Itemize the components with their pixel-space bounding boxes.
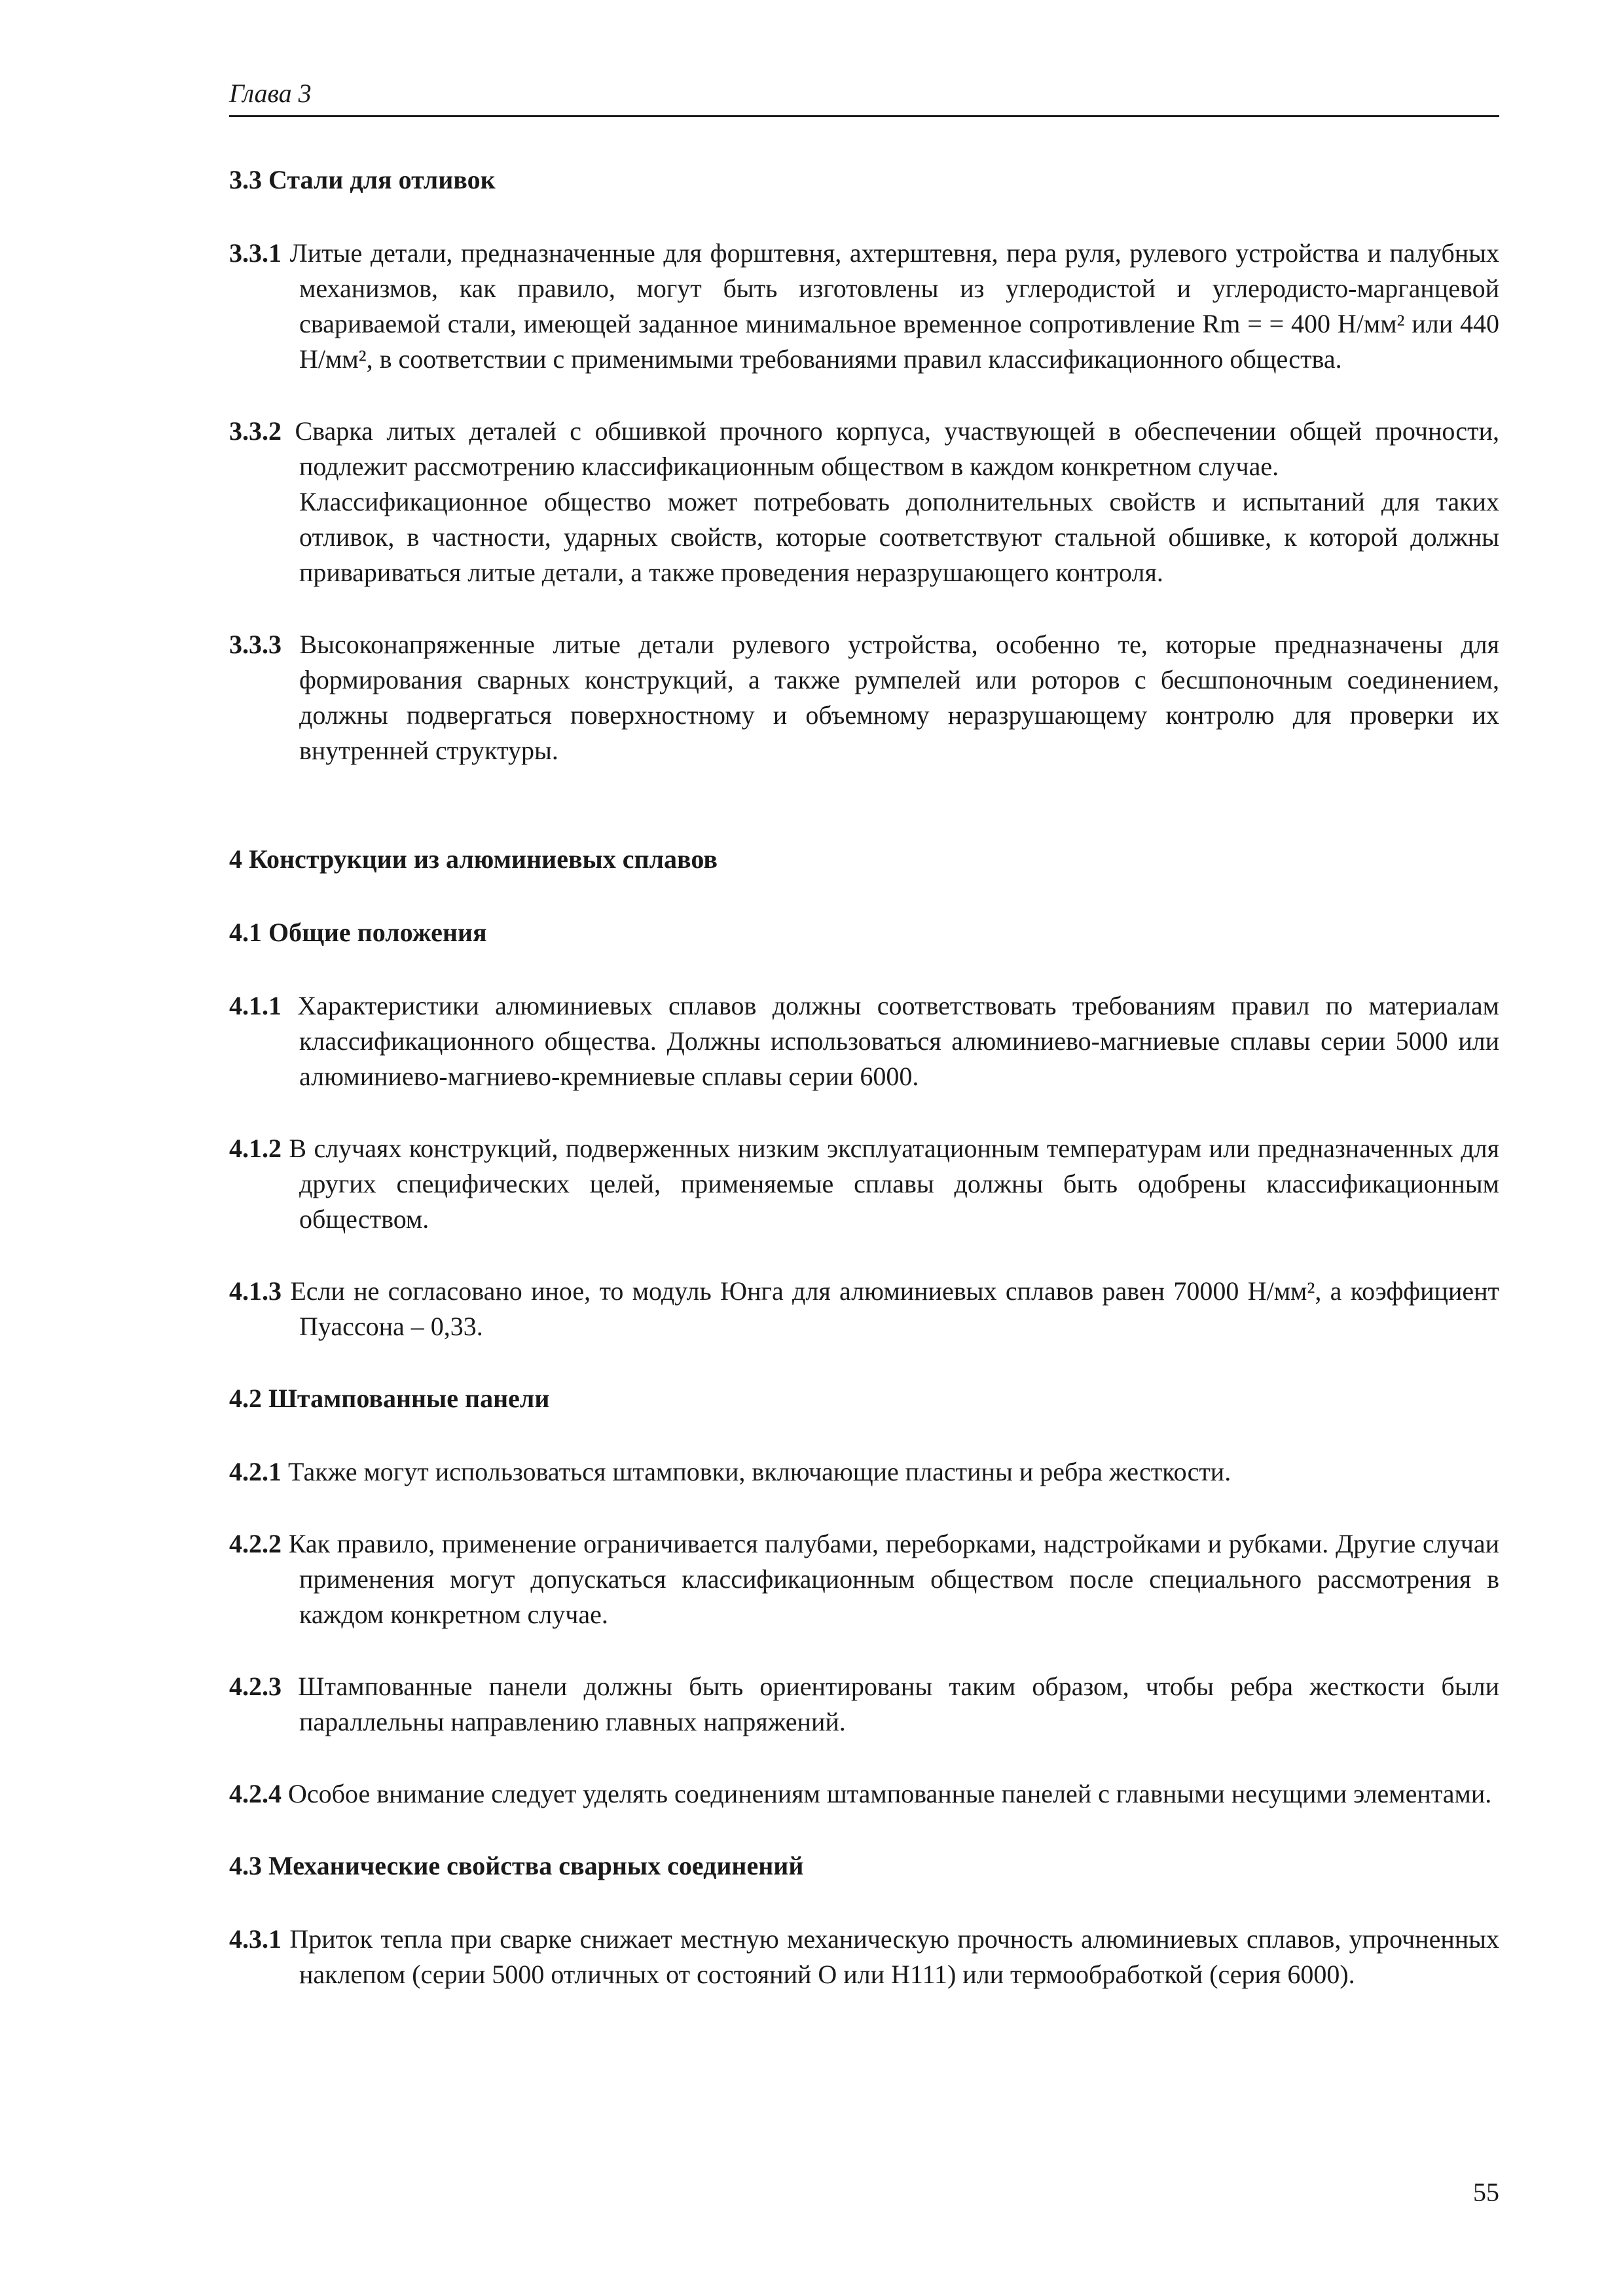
clause-number: 3.3.3: [229, 630, 282, 659]
clause: [229, 1669, 1499, 1740]
section-heading: 3.3 Стали для отливок: [229, 165, 496, 194]
section-heading: 4.3 Механические свойства сварных соединений: [229, 1851, 804, 1880]
clause: [229, 236, 1499, 377]
clause-text: Приток тепла при сварке снижает местную механическую прочность алюминиевых сплавов, упрочненных наклепом (серии 5000 отличных от состояний О или Н111) или термообработкой (серия 6000).: [289, 1924, 1500, 1989]
clause: [229, 414, 1499, 590]
clause-text: Если не согласовано иное, то модуль Юнга для алюминиевых сплавов равен 70000 Н/мм², а коэффициент Пуассона – 0,33.: [290, 1276, 1500, 1341]
clause-continuation: Классификационное общество может потребовать дополнительных свойств и испытаний для таких отливок, в частности, ударных свойств, которые соответствуют стальной обшивке, к которой должны привариваться литые детали, а также проведения неразрушающего контроля.: [299, 487, 1499, 587]
clause-text: Также могут использоваться штамповки, включающие пластины и ребра жесткости.: [288, 1457, 1231, 1486]
clause: [229, 1274, 1499, 1344]
clause-number: 4.2.2: [229, 1529, 282, 1558]
page-number: 55: [1473, 2178, 1499, 2207]
clause-text: Штампованные панели должны быть ориентированы таким образом, чтобы ребра жесткости были параллельны направлению главных напряжений.: [298, 1672, 1500, 1736]
clause: [229, 1131, 1499, 1237]
clause-number: 3.3.2: [229, 416, 282, 446]
document-page: [229, 0, 1499, 2296]
clause-number: 3.3.1: [229, 238, 282, 268]
section-heading: 4 Конструкции из алюминиевых сплавов: [229, 844, 718, 874]
clause-number: 4.2.4: [229, 1779, 282, 1808]
clause-text: В случаях конструкций, подверженных низким эксплуатационным температурам или предназначенных для других специфических целей, применяемые сплавы должны быть одобрены классификационным обществом.: [289, 1134, 1499, 1234]
clause-text: Характеристики алюминиевых сплавов должны соответствовать требованиям правил по материалам классификационного общества. Должны использоваться алюминиево-магниевые сплавы серии 5000 или алюминиево-магниево-кремниевые сплавы серии 6000.: [297, 991, 1499, 1091]
clause-text: Особое внимание следует уделять соединениям штампованные панелей с главными несущими элементами.: [288, 1779, 1492, 1808]
clause: [229, 1454, 1499, 1490]
running-head: Глава 3: [229, 77, 1499, 117]
clause-text: Сварка литых деталей с обшивкой прочного корпуса, участвующей в обеспечении общей прочности, подлежит рассмотрению классификационным обществом в каждом конкретном случае.: [295, 416, 1500, 481]
clause-text: Высоконапряженные литые детали рулевого устройства, особенно те, которые предназначены для формирования сварных конструкций, а также румпелей или роторов с бесшпоночным соединением, должны подвергаться поверхностному и объемному неразрушающему контролю для проверки их внутренней структуры.: [299, 630, 1500, 765]
section-heading: 4.1 Общие положения: [229, 918, 487, 947]
clause: [229, 627, 1499, 768]
section-heading: 4.2 Штампованные панели: [229, 1384, 550, 1413]
clause: [229, 988, 1499, 1094]
clause-text: Как правило, применение ограничивается палубами, переборками, надстройками и рубками. Другие случаи применения могут допускаться классификационным обществом после специального рассмотрения в каждом конкретном случае.: [288, 1529, 1499, 1629]
clause-number: 4.1.3: [229, 1276, 282, 1306]
clause-number: 4.2.1: [229, 1457, 282, 1486]
clause-number: 4.1.1: [229, 991, 282, 1020]
clause: [229, 1922, 1499, 1992]
clause-number: 4.3.1: [229, 1924, 282, 1954]
document-body: [229, 162, 1499, 2029]
clause: [229, 1776, 1499, 1812]
clause-text: Литые детали, предназначенные для форштевня, ахтерштевня, пера руля, рулевого устройства и палубных механизмов, как правило, могут быть изготовлены из углеродистой и углеродисто-марганцевой свариваемой стали, имеющей заданное минимальное временное сопротивление Rm = = 400 Н/мм² или 440 Н/мм², в соответствии с применимыми требованиями правил классификационного общества.: [289, 238, 1500, 374]
clause-number: 4.1.2: [229, 1134, 282, 1163]
clause-number: 4.2.3: [229, 1672, 282, 1701]
clause: [229, 1526, 1499, 1632]
